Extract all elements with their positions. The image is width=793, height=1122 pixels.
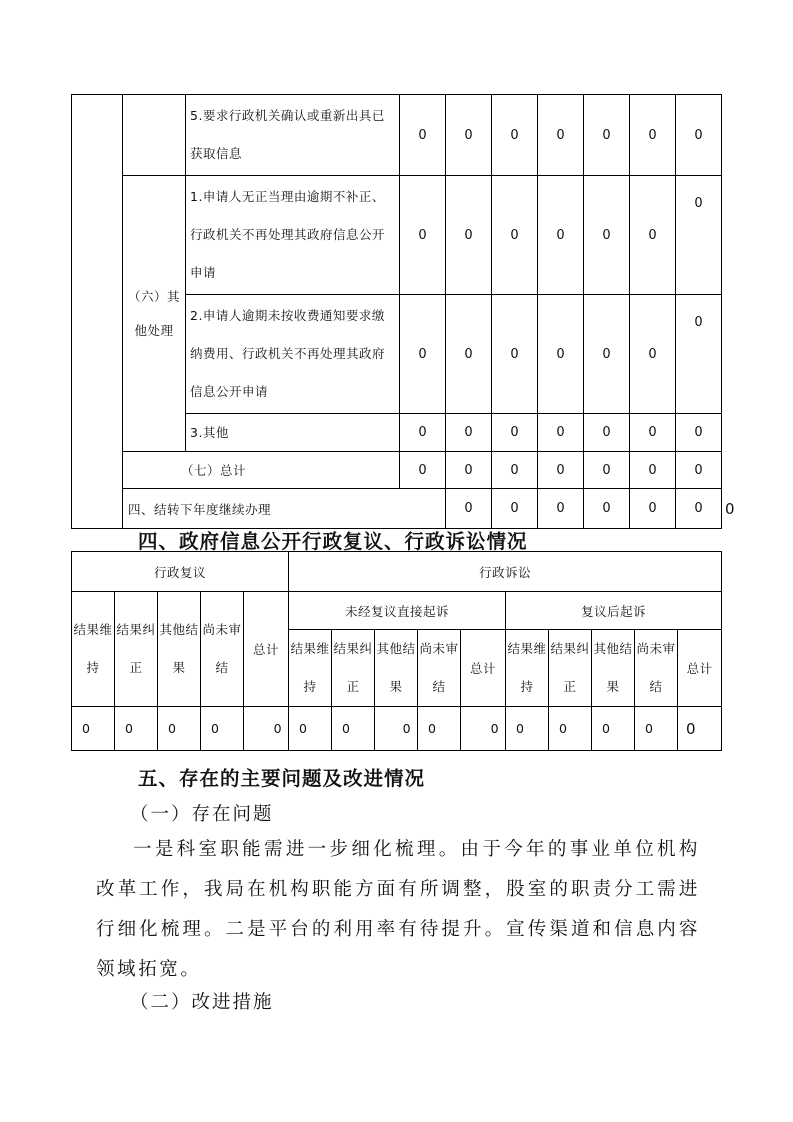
value-cell: 0 [635,707,678,751]
value-cell: 0 [400,95,446,176]
value-cell: 0 [158,707,201,751]
header-maintain: 结果维持 [506,630,549,707]
body-paragraph: 一是科室职能需进一步细化梳理。由于今年的事业单位机构改革工作，我局在机构职能方面有所调整，股室的职责分工需进行细化梳理。二是平台的利用率有待提升。宣传渠道和信息内容领域拓宽。 [96,839,700,980]
value-cell: 0 [630,95,676,176]
value-cell: 0 [592,707,635,751]
value-cell: 0 [375,707,418,751]
value-cell: 0 [400,414,446,452]
value-cell: 0 [584,176,630,295]
value-cell: 0 [72,707,115,751]
value-cell: 0 [630,452,676,489]
header-total: 总计 [678,630,722,707]
header-pending: 尚未审结 [201,592,244,707]
value-cell: 0 [418,707,461,751]
value-cell: 0 [446,176,492,295]
value-cell: 0 [630,176,676,295]
value-cell: 0 [332,707,375,751]
section-heading: 五、存在的主要问题及改进情况 [138,767,426,790]
value-cell: 0 [289,707,332,751]
section-heading: 四、政府信息公开行政复议、行政诉讼情况 [138,530,528,553]
value-cell: 0 [630,489,676,529]
value-cell: 0 [492,176,538,295]
header-other: 其他结果 [375,630,418,707]
value-cell: 0 [549,707,592,751]
header-total: 总计 [461,630,506,707]
value-cell: 0 [676,295,722,414]
table-row [72,176,722,295]
table-row [72,452,722,489]
value-cell: 0 [446,95,492,176]
value-cell: 0 [446,489,492,529]
value-cell: 0 [584,452,630,489]
header-other: 其他结果 [592,630,635,707]
value-cell: 0 [244,707,289,751]
header-pending: 尚未审结 [418,630,461,707]
header-maintain: 结果维持 [72,592,115,707]
value-cell: 0 [492,95,538,176]
value-cell: 0 [446,295,492,414]
table-row [72,592,722,630]
value-cell: 0 [492,414,538,452]
value-cell: 0 [584,95,630,176]
header-correct: 结果纠正 [549,630,592,707]
header-direct-suit: 未经复议直接起诉 [289,592,506,630]
table-row: 四、结转下年度继续办理 0 0 0 0 0 0 0 [72,489,722,529]
value-cell: 0 [538,489,584,529]
value-cell: 0 [492,295,538,414]
value-cell: 0 [461,707,506,751]
header-maintain: 结果维持 [289,630,332,707]
table-row [72,552,722,592]
header-litigation: 行政诉讼 [289,552,722,592]
value-cell: 0 [492,489,538,529]
subsection-heading: （二）改进措施 [130,992,274,1013]
value-cell: 0 [115,707,158,751]
value-cell: 0 [676,95,722,176]
carry-over-label: 四、结转下年度继续办理 [123,489,446,529]
subsection-heading: （一）存在问题 [130,804,274,825]
header-other: 其他结果 [158,592,201,707]
application-handling-table [71,94,735,529]
value-cell: 0 [400,295,446,414]
value-cell: 0 [584,489,630,529]
value-cell: 0 [678,707,722,751]
table-row [72,95,722,176]
blank-cell [123,95,186,176]
value-cell: 0 [400,452,446,489]
value-cell: 0 [630,414,676,452]
value-cell: 0 [676,414,722,452]
value-cell: 0 [676,176,722,295]
value-cell: 0 [506,707,549,751]
header-review: 行政复议 [72,552,289,592]
review-litigation-table [71,551,722,751]
header-total: 总计 [244,592,289,707]
header-correct: 结果纠正 [115,592,158,707]
header-correct: 结果纠正 [332,630,375,707]
value-cell: 0 [538,95,584,176]
value-cell: 0 [676,452,722,489]
row-description: 5.要求行政机关确认或重新出具已获取信息 [186,95,400,176]
value-cell: 0 [538,295,584,414]
value-cell: 0 [492,452,538,489]
value-cell: 0 [538,414,584,452]
value-cell: 0 [676,489,722,529]
row-description: 1.申请人无正当理由逾期不补正、行政机关不再处理其政府信息公开申请 [186,176,400,295]
table-row [72,707,722,751]
value-cell: 0 [584,414,630,452]
header-after-review: 复议后起诉 [506,592,722,630]
value-cell: 0 [538,176,584,295]
header-pending: 尚未审结 [635,630,678,707]
value-cell: 0 [446,414,492,452]
outer-blank-cell [72,95,123,529]
value-cell: 0 [446,452,492,489]
value-cell: 0 [538,452,584,489]
row-description: 2.申请人逾期未按收费通知要求缴纳费用、行政机关不再处理其政府信息公开申请 [186,295,400,414]
row-description: 3.其他 [186,414,400,452]
value-cell: 0 [584,295,630,414]
section-label: （六）其他处理 [123,176,186,452]
value-cell: 0 [201,707,244,751]
total-label: （七）总计 [123,452,400,489]
value-cell: 0 [400,176,446,295]
value-cell: 0 [630,295,676,414]
